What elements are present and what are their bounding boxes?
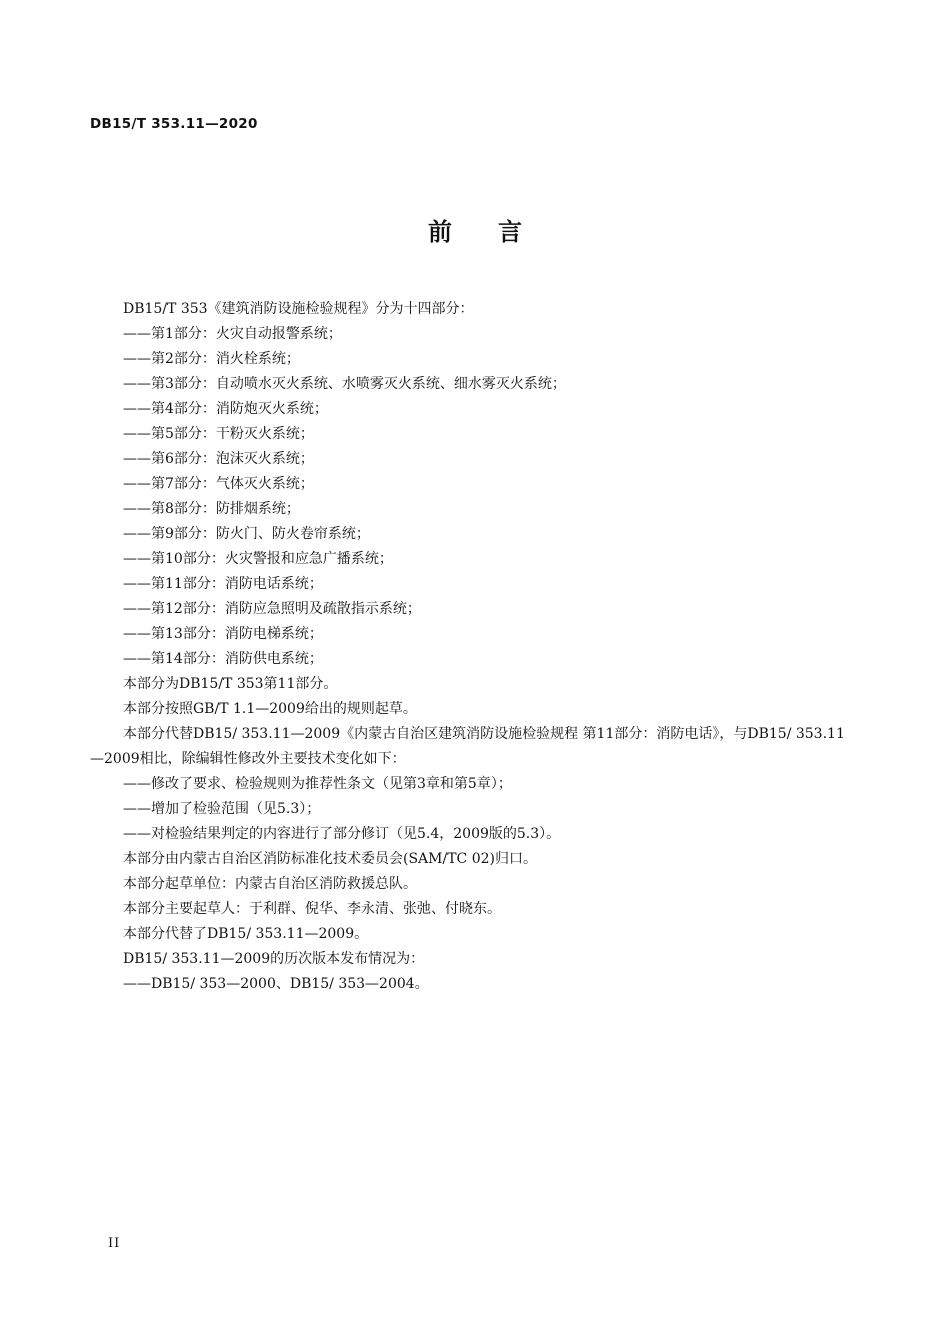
paragraph: 本部分主要起草人：于利群、倪华、李永清、张弛、付晓东。	[123, 901, 501, 917]
list-item: ——对检验结果判定的内容进行了部分修订（见5.4，2009版的5.3）。	[123, 826, 561, 842]
list-item: ——第13部分：消防电梯系统；	[123, 626, 323, 642]
list-item: ——第7部分：气体灭火系统；	[123, 476, 314, 492]
list-item: ——修改了要求、检验规则为推荐性条文（见第3章和第5章）；	[123, 776, 512, 792]
list-item: ——增加了检验范围（见5.3）；	[123, 801, 321, 817]
list-item: ——第14部分：消防供电系统；	[123, 651, 323, 667]
paragraph: 本部分代替了DB15/ 353.11—2009。	[123, 926, 369, 942]
list-item: ——第4部分：消防炮灭火系统；	[123, 401, 328, 417]
list-item: ——第6部分：泡沫灭火系统；	[123, 451, 314, 467]
paragraph: 本部分由内蒙古自治区消防标准化技术委员会(SAM/TC 02)归口。	[123, 851, 537, 867]
paragraph: 本部分起草单位：内蒙古自治区消防救援总队。	[123, 876, 417, 892]
list-item: ——第9部分：防火门、防火卷帘系统；	[123, 526, 370, 542]
list-item: ——DB15/ 353—2000、DB15/ 353—2004。	[123, 976, 429, 992]
list-item: ——第3部分：自动喷水灭火系统、水喷雾灭火系统、细水雾灭火系统；	[123, 376, 566, 392]
list-item: ——第11部分：消防电话系统；	[123, 576, 323, 592]
page-title: 前言	[428, 218, 568, 246]
paragraph: DB15/ 353.11—2009的历次版本发布情况为：	[123, 951, 425, 967]
paragraph: DB15/T 353《建筑消防设施检验规程》分为十四部分：	[123, 301, 474, 317]
page-number: II	[108, 1236, 121, 1251]
paragraph: 本部分按照GB/T 1.1—2009给出的规则起草。	[123, 701, 417, 717]
list-item: ——第2部分：消火栓系统；	[123, 351, 300, 367]
list-item: ——第12部分：消防应急照明及疏散指示系统；	[123, 601, 421, 617]
list-item: ——第1部分：火灾自动报警系统；	[123, 326, 342, 342]
paragraph: 本部分代替DB15/ 353.11—2009《内蒙古自治区建筑消防设施检验规程 第11部分：消防电话》，与DB15/ 353.11—2009相比，除编辑性修改外主要技术变化如下：	[90, 726, 845, 767]
paragraph: 本部分为DB15/T 353第11部分。	[123, 676, 338, 692]
list-item: ——第10部分：火灾警报和应急广播系统；	[123, 551, 393, 567]
list-item: ——第8部分：防排烟系统；	[123, 501, 300, 517]
list-item: ——第5部分：干粉灭火系统；	[123, 426, 314, 442]
document-code: DB15/T 353.11—2020	[90, 116, 258, 132]
foreword-body	[90, 297, 850, 997]
